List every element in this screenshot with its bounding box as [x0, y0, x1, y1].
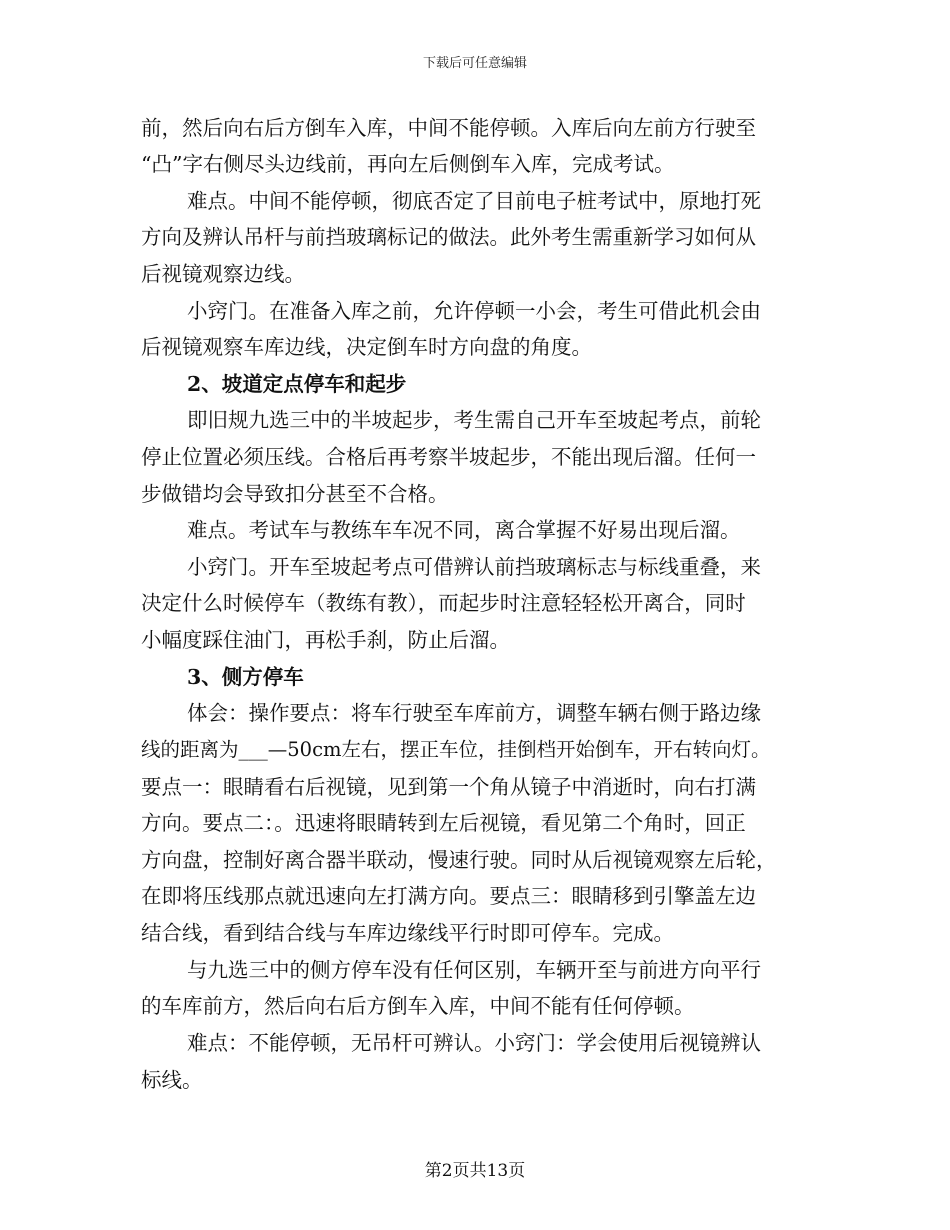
text-line: 小幅度踩住油门，再松手刹，防止后溜。 [141, 628, 510, 652]
text-line: 前，然后向右后方倒车入库，中间不能停顿。入库后向左前方行驶至 [141, 116, 756, 140]
text-line: 体会：操作要点：将车行驶至车库前方，调整车辆右侧于路边缘 [187, 701, 761, 725]
text-line: 小窍门。在准备入库之前，允许停顿一小会，考生可借此机会由 [187, 299, 761, 323]
text-line: 决定什么时候停车（教练有教），而起步时注意轻轻松开离合，同时 [141, 591, 746, 615]
text-line: 标线。 [141, 1068, 203, 1092]
text-line: 的车库前方，然后向右后方倒车入库，中间不能有任何停顿。 [141, 994, 695, 1018]
text-line: 难点。考试车与教练车车况不同，离合掌握不好易出现后溜。 [187, 518, 741, 542]
page-header: 下载后可任意编辑 [422, 56, 527, 71]
text-line: 后视镜观察边线。 [141, 262, 305, 286]
text-line: 难点。中间不能停顿，彻底否定了目前电子桩考试中，原地打死 [187, 189, 761, 213]
text-line: 与九选三中的侧方停车没有任何区别，车辆开至与前进方向平行 [187, 958, 761, 982]
text-line: 要点一：眼睛看右后视镜，见到第一个角从镜子中消逝时，向右打满 [141, 775, 756, 799]
page-number-footer: 第2页共13页 [424, 1161, 526, 1181]
text-line: 方向盘，控制好离合器半联动，慢速行驶。同时从后视镜观察左后轮， [141, 848, 777, 872]
text-line: 结合线，看到结合线与车库边缘线平行时即可停车。完成。 [141, 921, 674, 945]
section-heading: 2、坡道定点停车和起步 [187, 372, 407, 396]
text-line: 步做错均会导致扣分甚至不合格。 [141, 482, 449, 506]
section-heading: 3、侧方停车 [187, 665, 304, 689]
text-line: 在即将压线那点就迅速向左打满方向。要点三：眼睛移到引擎盖左边 [141, 884, 756, 908]
text-line: 后视镜观察车库边线，决定倒车时方向盘的角度。 [141, 335, 592, 359]
text-line: 难点：不能停顿，无吊杆可辨认。小窍门：学会使用后视镜辨认 [187, 1031, 761, 1055]
text-line: “凸”字右侧尽头边线前，再向左后侧倒车入库，完成考试。 [141, 152, 675, 176]
text-line: 方向。要点二：。迅速将眼睛转到左后视镜，看见第二个角时，回正 [141, 811, 746, 835]
text-line: 即旧规九选三中的半坡起步，考生需自己开车至坡起考点，前轮 [187, 408, 761, 432]
text-line: 方向及辨认吊杆与前挡玻璃标记的做法。此外考生需重新学习如何从 [141, 225, 756, 249]
text-line: 线的距离为___—50cm左右，摆正车位，挂倒档开始倒车，开右转向灯。 [141, 738, 771, 761]
text-line: 停止位置必须压线。合格后再考察半坡起步，不能出现后溜。任何一 [141, 445, 756, 469]
text-line: 小窍门。开车至坡起考点可借辨认前挡玻璃标志与标线重叠，来 [187, 555, 761, 579]
